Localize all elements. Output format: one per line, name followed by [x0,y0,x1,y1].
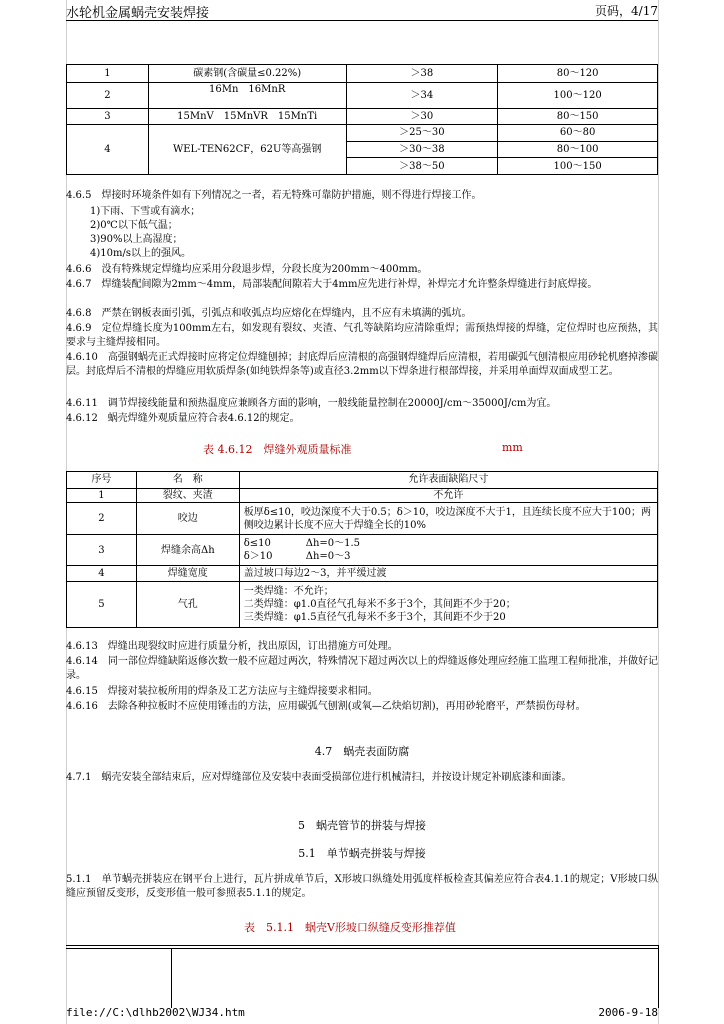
list-item: 2)0℃以下低气温； [90,220,178,231]
table-row [67,488,658,503]
table-cell: 咬边 [136,503,239,534]
table-cell: 5 [67,581,137,627]
table-caption: 表 5.1.1 蜗壳V形坡口纵缝反变形推荐值 [244,921,456,934]
table-cell: 100～120 [498,82,658,108]
paragraph-4-6-8: 4.6.8 严禁在钢板表面引弧，引弧点和收弧点均应熔化在焊缝内，且不应有未填满的弧坑。 [66,308,472,319]
table-cell: 板厚δ≤10，咬边深度不大于0.5；δ＞10，咬边深度不大于1，且连续长度不应大于100；两侧咬边累计长度不应大于焊缝全长的10% [239,503,657,534]
table-cell: 80～120 [498,65,658,83]
file-path: file://C:\dlhb2002\WJ34.htm [66,1006,245,1019]
table-cell: ＞38～50 [346,158,498,175]
page-footer [66,1006,658,1022]
page-header [66,0,658,21]
table-cell: ＞34 [346,82,498,108]
table-cell: 不允许 [239,488,657,503]
table-cell: 1 [67,65,149,83]
table-column-divider [658,945,659,1008]
table-cell: 100～150 [498,158,658,175]
table-unit: mm [502,441,523,454]
thickness-condition: δ≤10 [243,538,271,550]
table-cell: 2 [67,503,137,534]
doc-title: 水轮机金属蜗壳安装焊接 [66,6,210,21]
table-cell: ＞30 [346,108,498,125]
paragraph-4-6-15: 4.6.15 焊接对装拉板所用的焊条及工艺方法应与主缝焊接要求相同。 [66,686,378,697]
table-cell: 1 [67,488,137,503]
paragraph-5-1-1: 5.1.1 单节蜗壳拼装应在钢平台上进行，瓦片拼成单节后，X形坡口纵缝处用弧度样板检查其偏差应符合表4.1.1的规定；V形坡口纵缝应预留反变形，反变形值一般可参照表5.1.1的规定。 [66,874,658,899]
table-cell: 3 [67,108,149,125]
table-cell: 气孔 [136,581,239,627]
table-cell: ＞25～30 [346,125,498,142]
reinforcement-range: Δh=0～3 [305,551,351,563]
section-heading-5: 5 蜗壳管节的拼装与焊接 [298,819,426,832]
reinforcement-range: Δh=0～1.5 [305,538,361,550]
table-cell: ＞38 [346,65,498,83]
table-row [67,503,658,534]
section-heading-4-7: 4.7 蜗壳表面防腐 [314,745,410,758]
paragraph-4-6-13: 4.6.13 焊缝出现裂纹时应进行质量分析，找出原因，订出措施方可处理。 [66,641,398,652]
porosity-line: 二类焊缝：φ1.0直径气孔每米不多于3个，其间距不少于20； [243,598,516,610]
paragraph-4-6-14: 4.6.14 同一部位焊缝缺陷返修次数一般不应超过两次，特殊情况下超过两次以上的焊缝返修处理应经施工监理工程师批准，并做好记录。 [66,656,658,681]
section-heading-5-1: 5.1 单节蜗壳拼装与焊接 [298,847,426,860]
table-cell: 16Mn 16MnR [148,82,346,108]
column-header: 允许表面缺陷尺寸 [239,472,657,489]
column-header: 名 称 [136,472,239,489]
porosity-line: 三类焊缝：φ1.5直径气孔每米不多于3个，其间距不少于20 [243,611,506,623]
table-row [67,534,658,565]
table-row [67,581,658,627]
table-top-border [66,948,658,949]
table-cell [239,581,657,627]
paragraph-4-6-10: 4.6.10 高强钢蜗壳正式焊接时应将定位焊缝刨掉；封底焊后应清根的高强钢焊缝焊后应清根，若用碳弧气刨清根应用砂轮机磨掉渗碳层。封底焊后不清根的焊缝应用软质焊条(如纯铁焊条等)或直径3.2mm以下焊条进行根部焊接，并采用单面焊双面成型工艺。 [66,352,658,377]
page-number: 页码，4/17 [595,4,658,18]
paragraph-4-6-7: 4.6.7 焊缝装配间隙为2mm～4mm，局部装配间隙若大于4mm应先进行补焊，补焊完才允许整条焊缝进行封底焊接。 [66,279,598,290]
table-cell: 3 [67,534,137,565]
table-cell: 80～100 [498,141,658,158]
table-cell: 盖过坡口每边2～3，并平缓过渡 [239,566,657,582]
table-caption: 表 4.6.12 焊缝外观质量标准 [203,443,352,456]
paragraph-4-6-5: 4.6.5 焊接时环境条件如有下列情况之一者，若无特殊可靠防护措施，则不得进行焊接工作。 [66,190,482,201]
table-cell: WEL-TEN62CF，62U等高强钢 [148,125,346,175]
table-row [67,108,658,125]
paragraph-4-6-11: 4.6.11 调节焊接线能量和预热温度应兼顾各方面的影响，一般线能量控制在20000J/cm～35000J/cm为宜。 [66,398,557,409]
paragraph-4-6-16: 4.6.16 去除各种拉板时不应使用锤击的方法，应用碳弧气刨割(或氧—乙炔焰切割)，再用砂轮磨平，严禁损伤母材。 [66,701,586,712]
right-margin-rule [658,0,659,1024]
list-item: 4)10m/s以上的强风。 [90,248,191,259]
list-item: 3)90%以上高湿度； [90,234,183,245]
preheat-table [66,64,658,175]
thickness-condition: δ＞10 [243,551,273,563]
table-cell: 裂纹、夹渣 [136,488,239,503]
table-top-border [66,945,658,946]
paragraph-4-6-12: 4.6.12 蜗壳焊缝外观质量应符合表4.6.12的规定。 [66,413,300,424]
table-cell: 4 [67,566,137,582]
table-cell: 碳素钢(含碳量≤0.22%) [148,65,346,83]
paragraph-4-6-9: 4.6.9 定位焊缝长度为100mm左右，如发现有裂纹、夹渣、气孔等缺陷均应清除重焊；需预热焊接的焊缝，定位焊时也应预热，其要求与主缝焊接相同。 [66,323,658,348]
column-header: 序号 [67,472,137,489]
paragraph-4-7-1: 4.7.1 蜗壳安装全部结束后，应对焊缝部位及安装中表面受损部位进行机械清扫，并按设计规定补刷底漆和面漆。 [66,772,572,783]
list-item: 1)下雨、下雪或有滴水； [90,206,201,217]
table-cell: 焊缝余高Δh [136,534,239,565]
table-cell: 15MnV 15MnVR 15MnTi [148,108,346,125]
table-header-row [67,472,658,489]
table-cell [239,534,657,565]
table-cell: 80～150 [498,108,658,125]
porosity-line: 一类焊缝：不允许； [243,585,334,597]
print-date: 2006-9-18 [598,1006,658,1019]
table-cell: ＞30～38 [346,141,498,158]
table-column-divider [171,948,172,1008]
table-cell: 60～80 [498,125,658,142]
table-cell: 焊缝宽度 [136,566,239,582]
table-row [67,566,658,582]
weld-quality-table [66,471,658,628]
table-row [67,65,658,83]
table-cell: 2 [67,82,149,108]
paragraph-4-6-6: 4.6.6 没有特殊规定焊缝均应采用分段退步焊，分段长度为200mm～400mm。 [66,264,428,275]
table-row [67,125,658,142]
table-row [67,82,658,108]
table-cell: 4 [67,125,149,175]
